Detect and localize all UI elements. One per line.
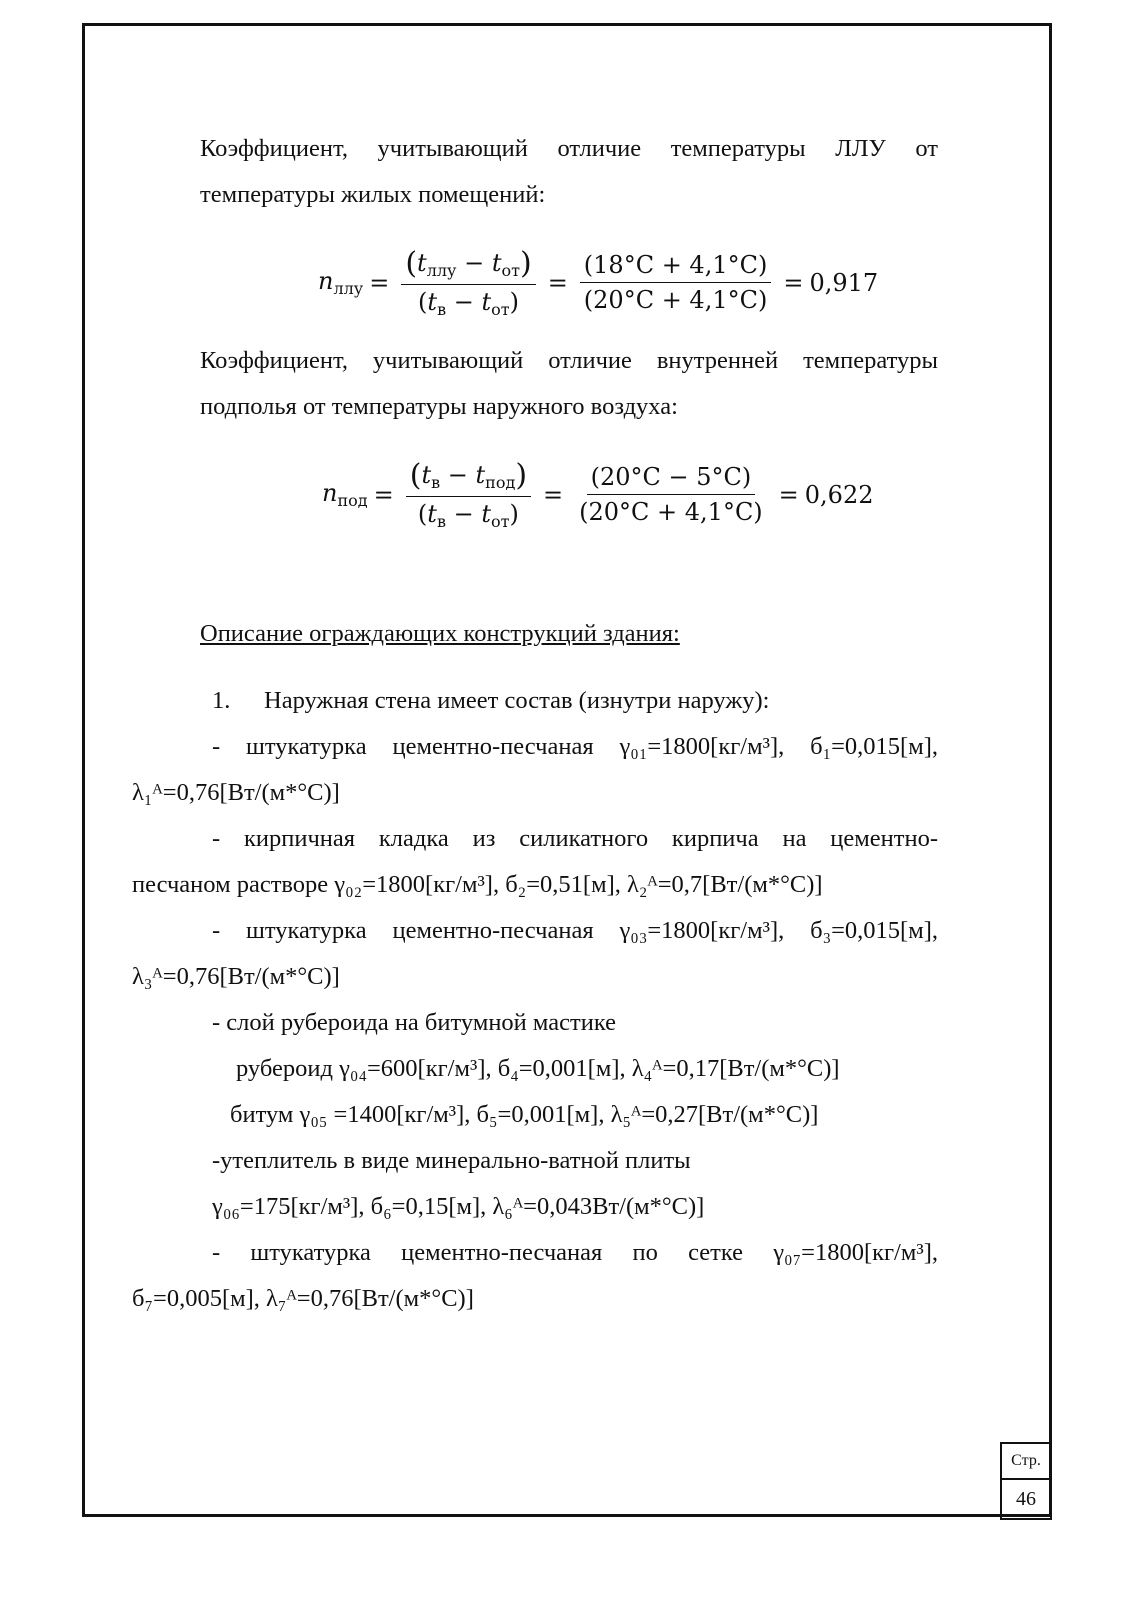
paragraph-underfloor-line2: подполья от температуры наружного воздуха:: [200, 393, 678, 420]
fraction-symbolic: $\frac{(t_в - t_{под})}{(t_в - t_{от})}$: [406, 458, 531, 531]
layer-4-title: - слой рубероида на битумной мастике: [212, 1009, 616, 1036]
layer-3-line1: - штукатурка цементно-песчаная γ₀₃=1800[кг/м³], б₃=0,015[м],: [212, 917, 938, 944]
layer-5-values: γ₀₆=175[кг/м³], б₆=0,15[м], λ₆ᴬ=0,043Вт/(м*°С)]: [212, 1193, 705, 1220]
formula-n-llu: $n_{ллу}$ = $\frac{(t_{ллу} - t_{от})}{(t_в - t_{от})}$ = $\frac{(18^\circ C + 4,1^\circ C)}{(20^\circ C + 4,1^\circ C)}$ = 0,917: [318, 246, 879, 319]
section-heading: Описание ограждающих конструкций здания:: [200, 620, 680, 647]
layer-3-line2: λ₃ᴬ=0,76[Вт/(м*°С)]: [132, 963, 340, 990]
layer-5-title: -утеплитель в виде минерально-ватной плиты: [212, 1147, 691, 1174]
list-item-text: Наружная стена имеет состав (изнутри наружу):: [264, 687, 770, 714]
fraction-numeric: $\frac{(18^\circ C + 4,1^\circ C)}{(20^\circ C + 4,1^\circ C)}$: [580, 251, 772, 314]
formula-lhs-var: n: [322, 479, 338, 507]
page-stamp-label: Стр.: [1000, 1442, 1052, 1480]
formula-lhs-var: n: [318, 267, 334, 295]
paragraph-llu: [200, 126, 938, 218]
layer-4-ruberoid: рубероид γ₀₄=600[кг/м³], б₄=0,001[м], λ₄ᴬ=0,17[Вт/(м*°С)]: [236, 1055, 840, 1082]
layer-6-line1: - штукатурка цементно-песчаная по сетке γ₀₇=1800[кг/м³],: [212, 1239, 938, 1266]
paragraph-llu-line2: температуры жилых помещений:: [200, 181, 546, 208]
fraction-symbolic: $\frac{(t_{ллу} - t_{от})}{(t_в - t_{от})}$: [401, 246, 535, 319]
layer-4-bitumen: битум γ₀₅ =1400[кг/м³], б₅=0,001[м], λ₅ᴬ=0,27[Вт/(м*°С)]: [230, 1101, 819, 1128]
formula-lhs-sub: под: [337, 491, 368, 510]
paragraph-underfloor-line1: Коэффициент, учитывающий отличие внутренней температуры: [200, 347, 938, 374]
paragraph-llu-line1: Коэффициент, учитывающий отличие температуры ЛЛУ от: [200, 135, 938, 162]
page-number: 46: [1000, 1478, 1052, 1520]
layer-6-line2: б₇=0,005[м], λ₇ᴬ=0,76[Вт/(м*°С)]: [132, 1285, 474, 1312]
fraction-numeric: $\frac{(20^\circ C - 5^\circ C)}{(20^\circ C + 4,1^\circ C)}$: [579, 463, 763, 526]
layer-1-line2: λ₁ᴬ=0,76[Вт/(м*°С)]: [132, 779, 340, 806]
layer-2-line2: песчаном растворе γ₀₂=1800[кг/м³], б₂=0,51[м], λ₂ᴬ=0,7[Вт/(м*°С)]: [132, 871, 823, 898]
list-number: 1.: [212, 687, 231, 714]
paragraph-underfloor: [200, 338, 938, 430]
layer-1-line1: - штукатурка цементно-песчаная γ₀₁=1800[кг/м³], б₁=0,015[м],: [212, 733, 938, 760]
formula-result: 0,917: [809, 268, 879, 297]
layer-2-line1: - кирпичная кладка из силикатного кирпича на цементно-: [212, 825, 938, 852]
formula-result: 0,622: [804, 480, 874, 509]
formula-lhs-sub: ллу: [333, 279, 364, 298]
formula-n-pod: $n_{под}$ = $\frac{(t_в - t_{под})}{(t_в - t_{от})}$ = $\frac{(20^\circ C - 5^\circ C)}{(20^\circ C + 4,1^\circ C)}$ = 0,622: [322, 458, 874, 531]
